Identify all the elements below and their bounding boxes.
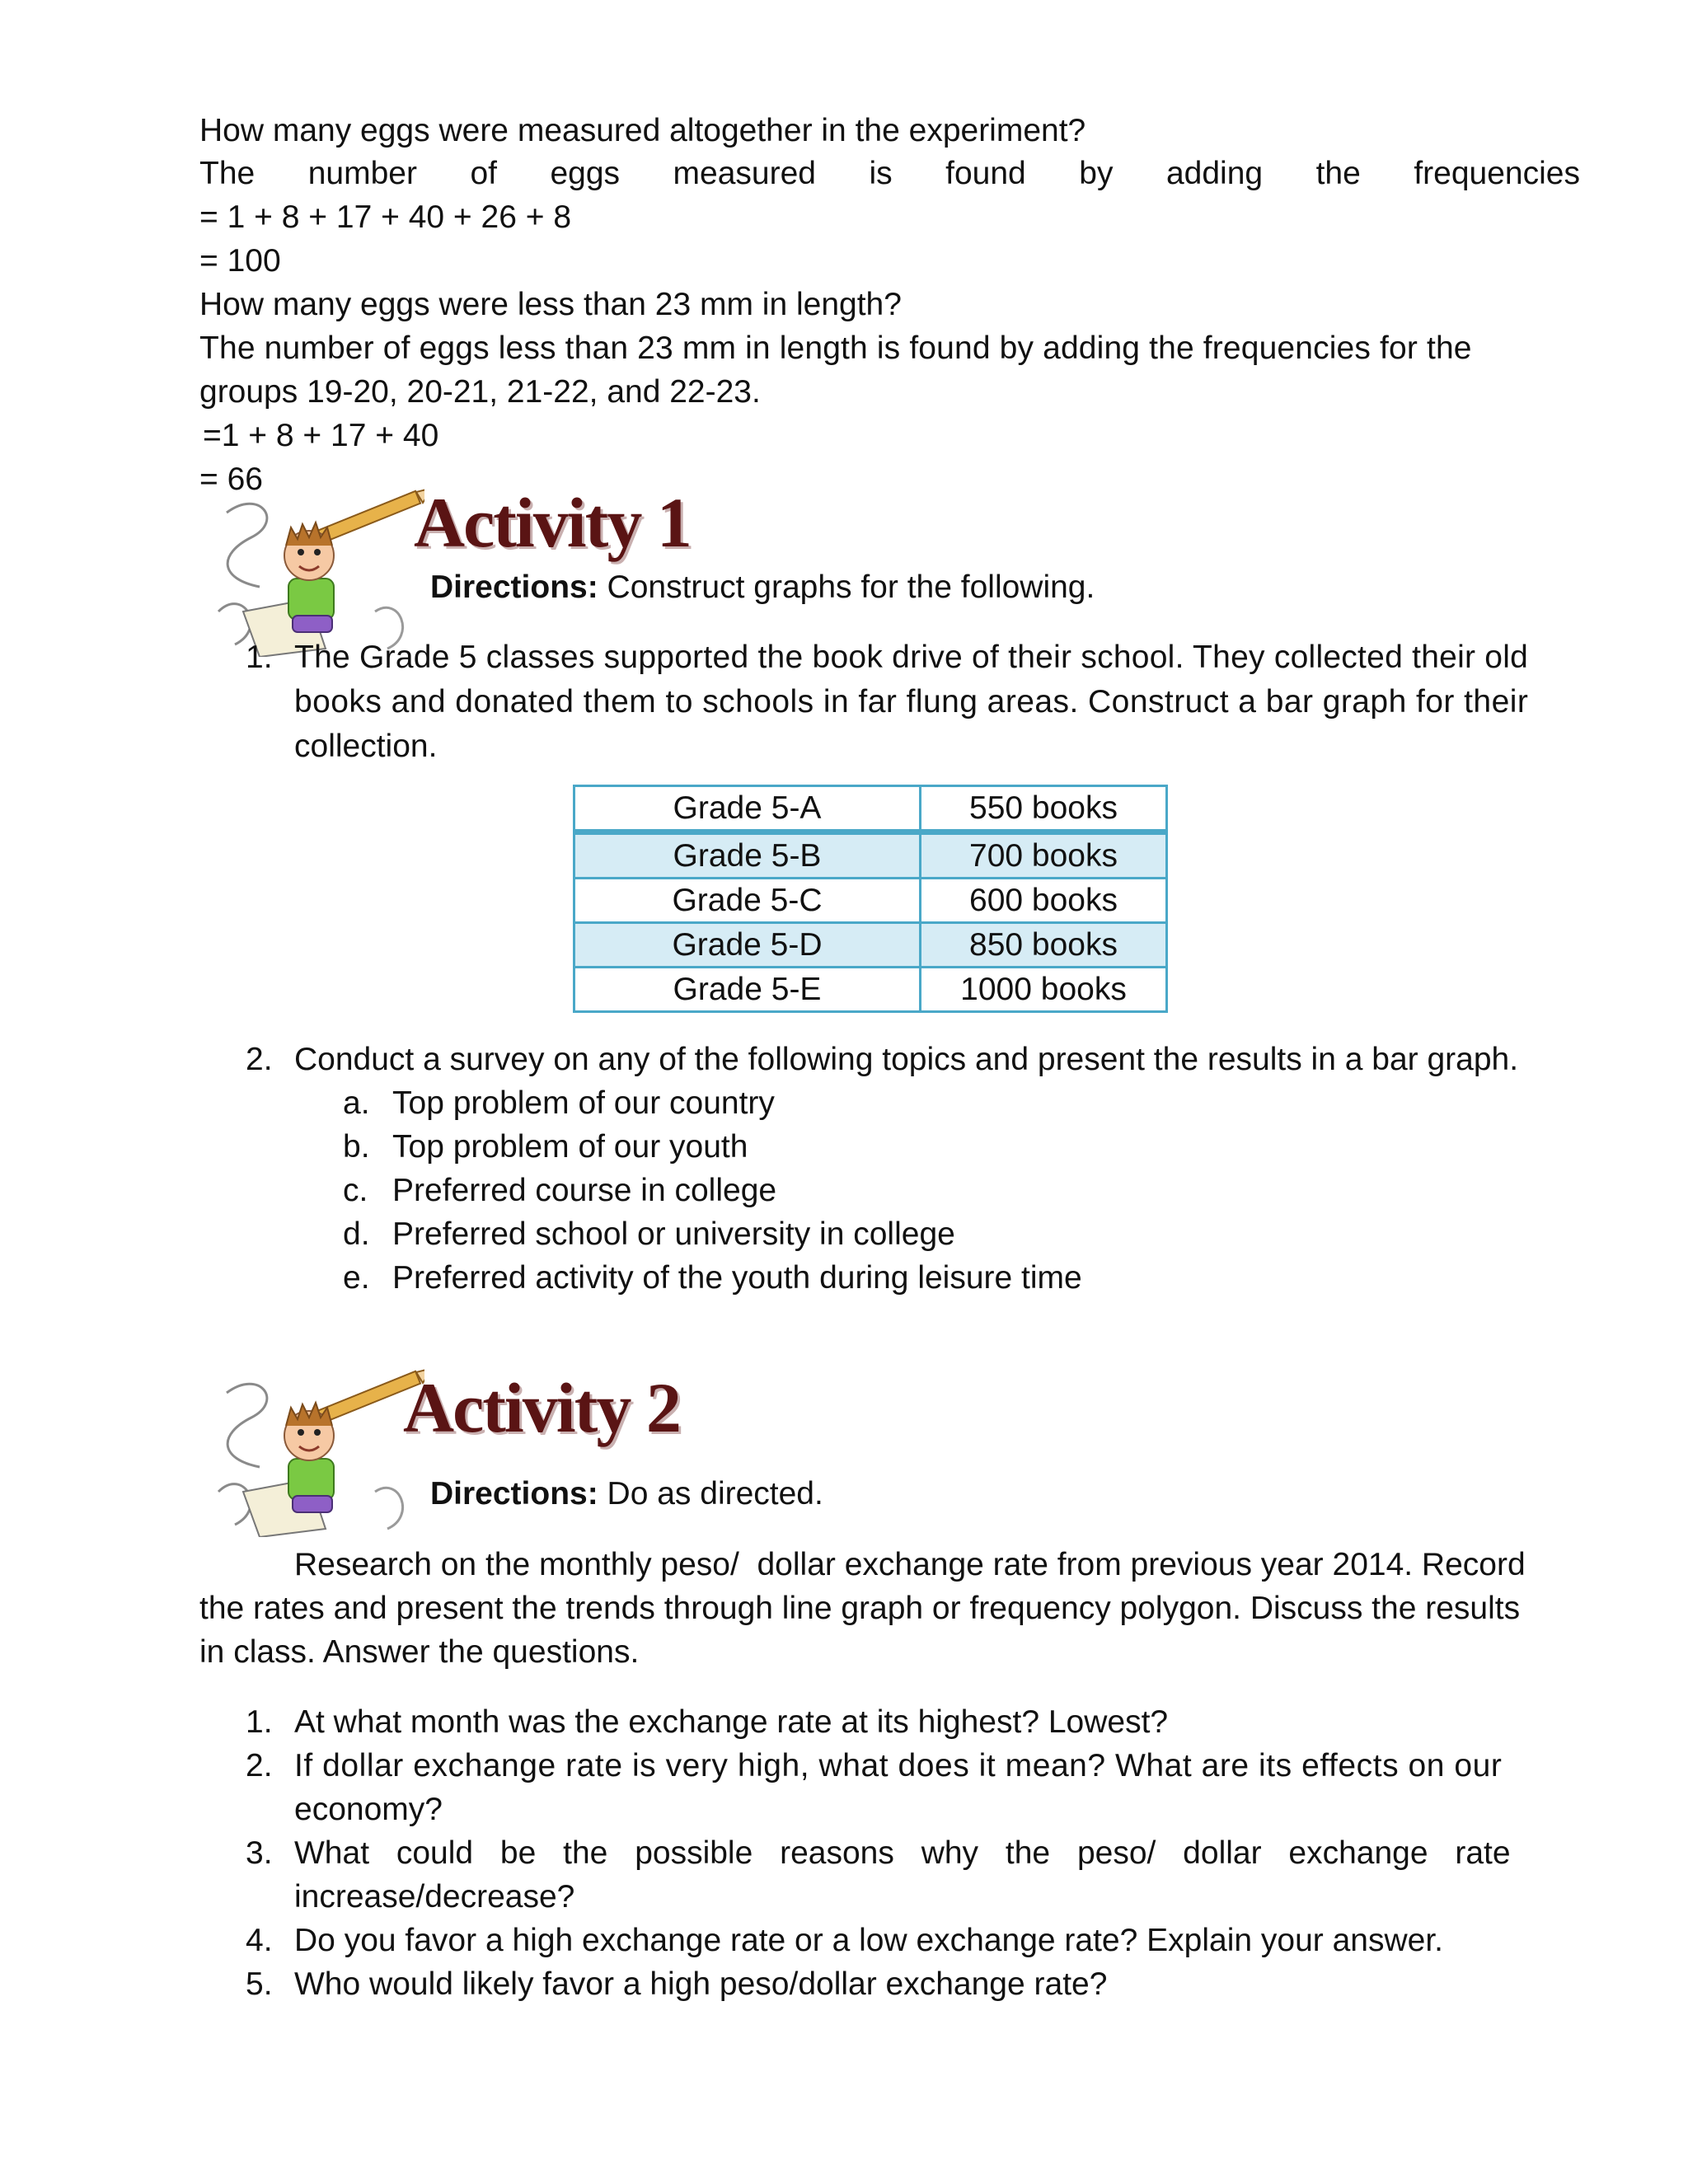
table-row (574, 968, 1167, 1012)
topic-letter: b. (343, 1129, 370, 1165)
question-number: 1. (246, 1704, 273, 1740)
table-cell-books: 850 books (921, 923, 1167, 968)
topic-letter: a. (343, 1085, 370, 1121)
equation-total-eggs: = 1 + 8 + 17 + 40 + 26 + 8 (199, 199, 572, 235)
question-text: increase/decrease? (294, 1879, 575, 1915)
activity2-para-line1: Research on the monthly peso/ dollar exchange rate from previous year 2014. Record (294, 1547, 1526, 1582)
table-cell-grade: Grade 5-D (574, 923, 921, 968)
question-number: 3. (246, 1835, 273, 1871)
topic-text: Preferred activity of the youth during leisure time (392, 1260, 1082, 1296)
cartoon-boy-with-pencil-icon (210, 488, 424, 657)
table-cell-books: 1000 books (921, 968, 1167, 1012)
books-table (573, 785, 1168, 1013)
topic-letter: d. (343, 1216, 370, 1252)
question-text: economy? (294, 1792, 443, 1827)
word: the (1315, 156, 1361, 191)
activity2-para-line3: in class. Answer the questions. (199, 1634, 640, 1670)
activity2-para-line2: the rates and present the trends through line graph or frequency polygon. Discuss the results (199, 1591, 1521, 1626)
question-number: 4. (246, 1923, 273, 1958)
question-eggs-less-23mm: How many eggs were less than 23 mm in length? (199, 287, 902, 322)
item1-line2: books and donated them to schools in far flung areas. Construct a bar graph for their (294, 684, 1529, 719)
word: by (1079, 156, 1114, 191)
word: is (869, 156, 893, 191)
topic-letter: e. (343, 1260, 370, 1296)
table-row (574, 879, 1167, 923)
question-total-eggs: How many eggs were measured altogether in the experiment? (199, 113, 1086, 148)
activity2-title: Activity 2 (403, 1368, 680, 1447)
word: The (199, 156, 256, 191)
answer-total-eggs-line (199, 152, 1580, 195)
answer-eggs-less-23mm-line2: groups 19-20, 20-21, 21-22, and 22-23. (199, 374, 761, 410)
topic-text: Preferred course in college (392, 1173, 777, 1208)
item1-line1: The Grade 5 classes supported the book drive of their school. They collected their old (294, 640, 1529, 675)
question-number: 2. (246, 1748, 273, 1783)
table-cell-books: 700 books (921, 832, 1167, 879)
word: measured (673, 156, 816, 191)
result-eggs-less-23mm: = 66 (199, 462, 263, 497)
word: frequencies (1414, 156, 1580, 191)
question-text: Who would likely favor a high peso/dollar exchange rate? (294, 1966, 1108, 2002)
table-row (574, 786, 1167, 832)
equation-eggs-less-23mm: =1 + 8 + 17 + 40 (203, 418, 439, 453)
word: found (945, 156, 1026, 191)
cartoon-boy-with-pencil-icon (210, 1368, 424, 1537)
word: adding (1165, 156, 1264, 191)
table-cell-grade: Grade 5-E (574, 968, 921, 1012)
question-text: Do you favor a high exchange rate or a low exchange rate? Explain your answer. (294, 1923, 1444, 1958)
directions-label: Directions: (430, 1476, 598, 1511)
activity1-title: Activity 1 (414, 483, 691, 562)
answer-eggs-less-23mm-line1: The number of eggs less than 23 mm in length is found by adding the frequencies for the (199, 330, 1472, 366)
table-cell-books: 550 books (921, 786, 1167, 832)
directions-label: Directions: (430, 569, 598, 605)
table-row (574, 923, 1167, 968)
directions-text: Do as directed. (598, 1476, 823, 1511)
question-number: 5. (246, 1966, 273, 2002)
table-cell-grade: Grade 5-A (574, 786, 921, 832)
topic-text: Top problem of our youth (392, 1129, 748, 1165)
topic-text: Preferred school or university in college (392, 1216, 955, 1252)
activity1-directions (430, 565, 1095, 609)
table-cell-grade: Grade 5-B (574, 832, 921, 879)
question-text: What could be the possible reasons why the peso/ dollar exchange rate (294, 1835, 1511, 1871)
question-text: If dollar exchange rate is very high, what does it mean? What are its effects on our (294, 1748, 1503, 1783)
item2-text: Conduct a survey on any of the following topics and present the results in a bar graph. (294, 1042, 1519, 1077)
result-total-eggs: = 100 (199, 243, 281, 279)
word: number (307, 156, 417, 191)
topic-letter: c. (343, 1173, 368, 1208)
activity2-directions (430, 1472, 823, 1516)
word: eggs (550, 156, 621, 191)
word: of (470, 156, 497, 191)
table-cell-grade: Grade 5-C (574, 879, 921, 923)
question-text: At what month was the exchange rate at its highest? Lowest? (294, 1704, 1169, 1740)
table-row (574, 832, 1167, 879)
table-cell-books: 600 books (921, 879, 1167, 923)
item-number: 2. (246, 1042, 273, 1077)
item-number: 1. (246, 640, 273, 675)
item1-line3: collection. (294, 729, 438, 764)
directions-text: Construct graphs for the following. (598, 569, 1095, 605)
topic-text: Top problem of our country (392, 1085, 775, 1121)
